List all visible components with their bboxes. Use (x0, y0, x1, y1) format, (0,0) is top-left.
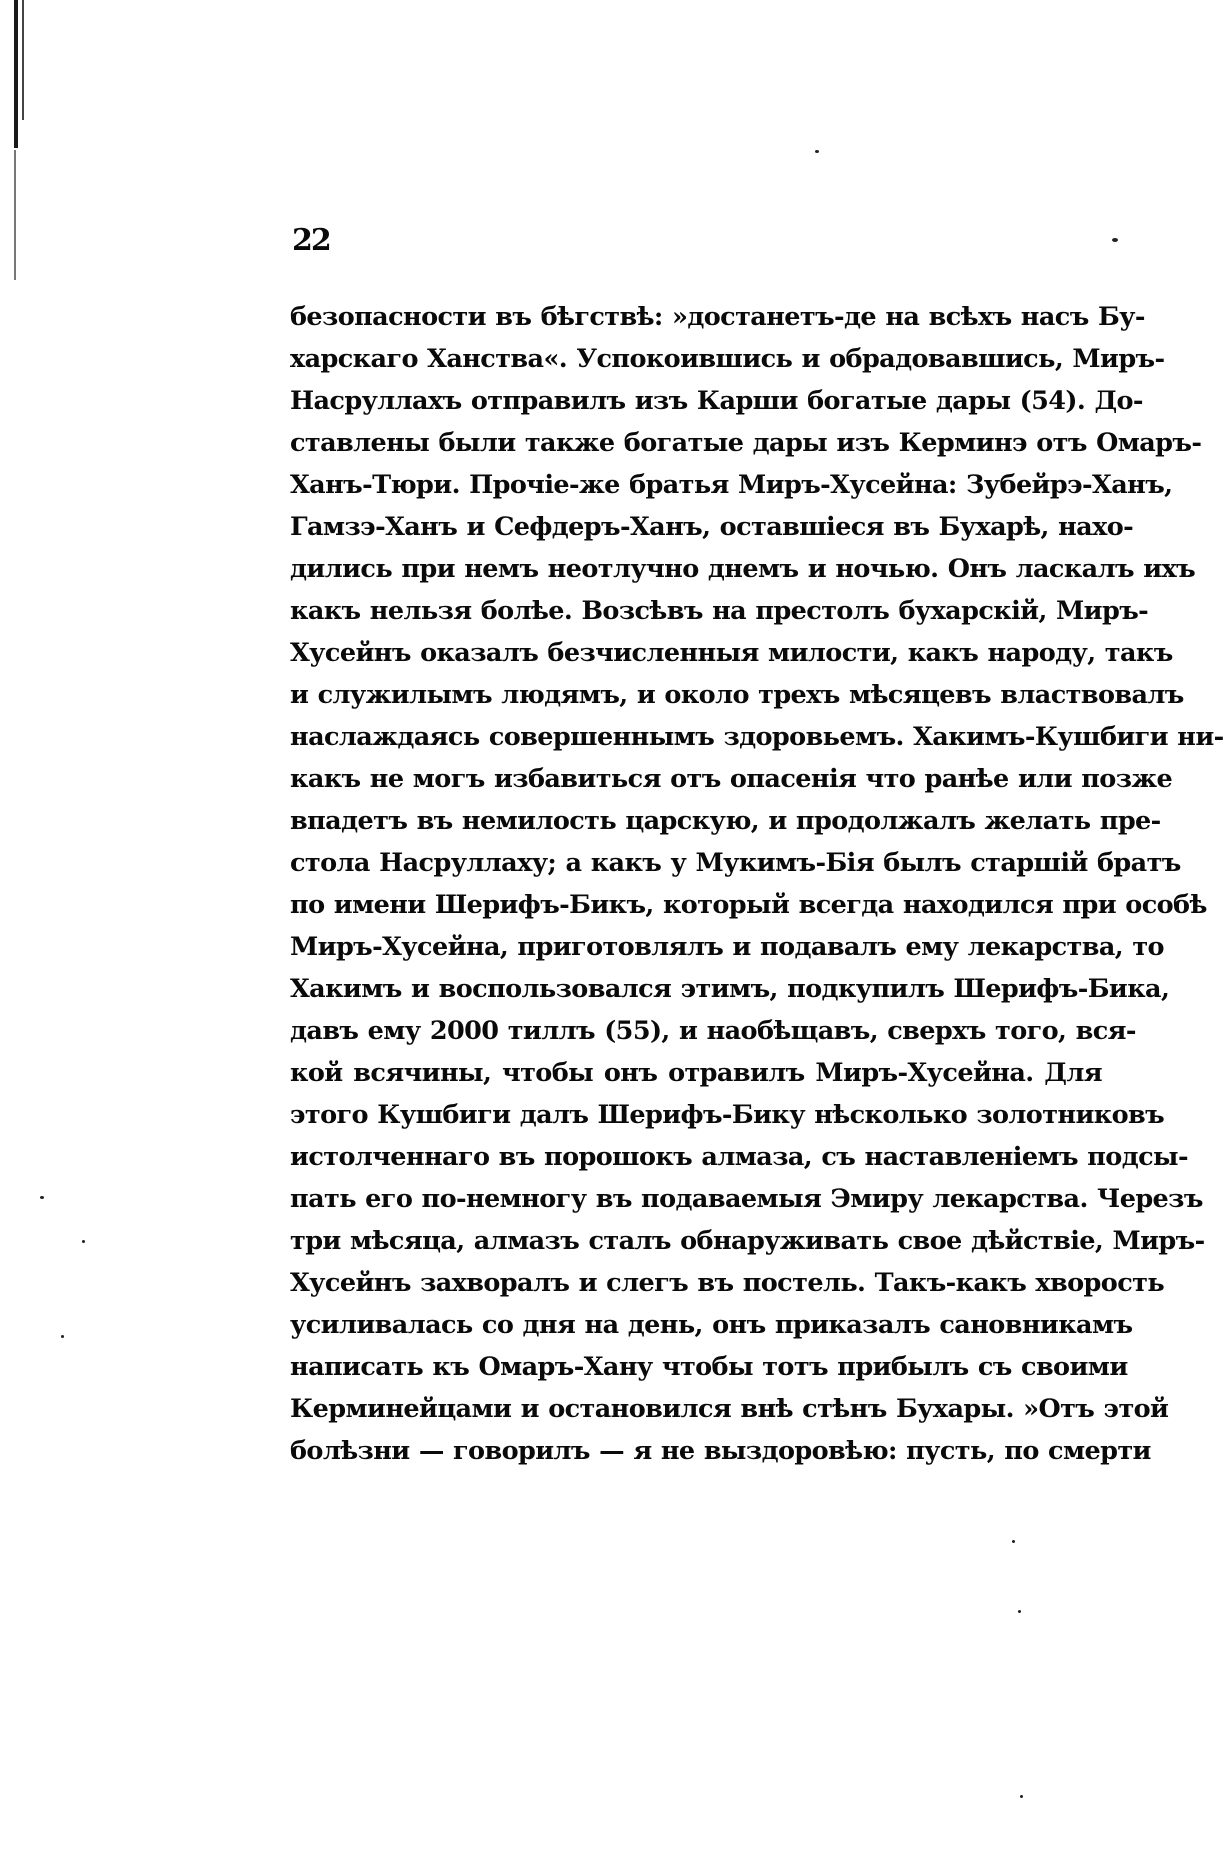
text-line: Насруллахъ отправилъ изъ Карши богатые дары (54). До- (290, 386, 1143, 416)
text-line: какъ нельзя болѣе. Возсѣвъ на престолъ бухарскій, Миръ- (290, 596, 1149, 626)
text-line: три мѣсяца, алмазъ сталъ обнаруживать свое дѣйствіе, Миръ- (290, 1226, 1205, 1256)
text-line: Гамзэ-Ханъ и Сефдеръ-Ханъ, оставшіеся въ Бухарѣ, нахо- (290, 512, 1134, 542)
ink-speck (1018, 1610, 1021, 1613)
ink-speck (1012, 1540, 1015, 1543)
text-line: Миръ-Хусейна, приготовлялъ и подавалъ ему лекарства, то (290, 932, 1164, 962)
text-line: Керминейцами и остановился внѣ стѣнъ Бухары. »Отъ этой (290, 1394, 1169, 1424)
ink-speck (1112, 238, 1118, 242)
text-line: наслаждаясь совершеннымъ здоровьемъ. Хакимъ-Кушбиги ни- (290, 722, 1224, 752)
text-line: болѣзни — говорилъ — я не выздоровѣю: пусть, по смерти (290, 1436, 1151, 1466)
text-line: безопасности въ бѣгствѣ: »достанетъ-де на всѣхъ насъ Бу- (290, 302, 1145, 332)
text-line: усиливалась со дня на день, онъ приказалъ сановникамъ (290, 1310, 1133, 1340)
text-line: пать его по-немногу въ подаваемыя Эмиру лекарства. Черезъ (290, 1184, 1203, 1214)
text-line: давъ ему 2000 тиллъ (55), и наобѣщавъ, сверхъ того, вся- (290, 1016, 1136, 1046)
text-line: по имени Шерифъ-Бикъ, который всегда находился при особѣ (290, 890, 1207, 920)
text-line: Хакимъ и воспользовался этимъ, подкупилъ Шерифъ-Бика, (290, 974, 1170, 1004)
scan-edge-line (22, 0, 24, 120)
text-line: и служилымъ людямъ, и около трехъ мѣсяцевъ властвовалъ (290, 680, 1184, 710)
text-line: этого Кушбиги далъ Шерифъ-Бику нѣсколько золотниковъ (290, 1100, 1165, 1130)
text-line: истолченнаго въ порошокъ алмаза, съ наставленіемъ подсы- (290, 1142, 1188, 1172)
scan-edge-shadow (14, 0, 18, 148)
ink-speck (815, 150, 819, 153)
text-line: написать къ Омаръ-Хану чтобы тотъ прибылъ съ своими (290, 1352, 1128, 1382)
scan-edge-line-lower (14, 150, 16, 280)
text-line: какъ не могъ избавиться отъ опасенія что ранѣе или позже (290, 764, 1173, 794)
text-line: Ханъ-Тюри. Прочіе-же братья Миръ-Хусейна: Зубейрэ-Ханъ, (290, 470, 1173, 500)
ink-speck (40, 1196, 44, 1199)
body-text (290, 296, 1224, 1472)
text-line: Хусейнъ захворалъ и слегъ въ постель. Такъ-какъ хворость (290, 1268, 1165, 1298)
page-number: 22 (292, 223, 330, 258)
text-line: впадетъ въ немилость царскую, и продолжалъ желать пре- (290, 806, 1161, 836)
text-line: Хусейнъ оказалъ безчисленныя милости, какъ народу, такъ (290, 638, 1173, 668)
text-line: ставлены были также богатые дары изъ Керминэ отъ Омаръ- (290, 428, 1202, 458)
ink-speck (82, 1240, 85, 1243)
ink-speck (1020, 1795, 1023, 1798)
text-line: стола Насруллаху; а какъ у Мукимъ-Бія былъ старшій братъ (290, 848, 1181, 878)
text-line: кой всячины, чтобы онъ отравилъ Миръ-Хусейна. Для (290, 1058, 1102, 1088)
ink-speck (61, 1335, 64, 1338)
text-line: дились при немъ неотлучно днемъ и ночью. Онъ ласкалъ ихъ (290, 554, 1196, 584)
text-line: харскаго Ханства«. Успокоившись и обрадовавшись, Миръ- (290, 344, 1165, 374)
